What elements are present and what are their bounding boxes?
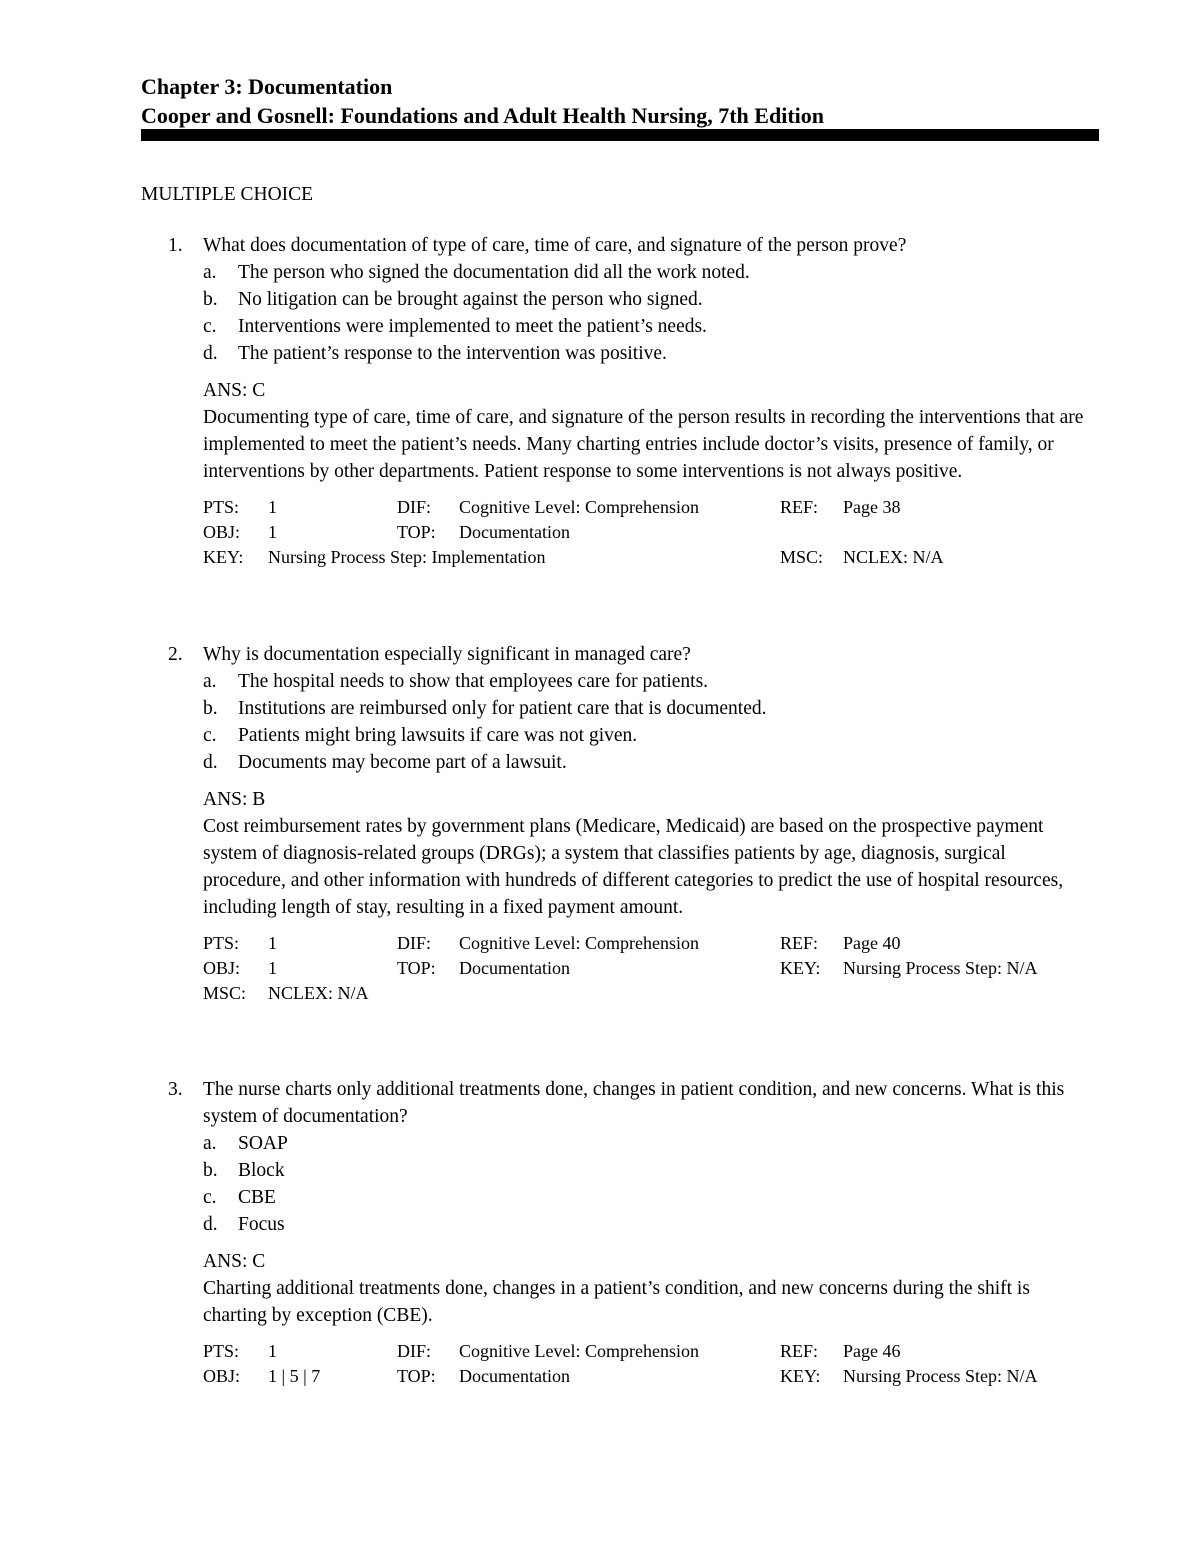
choice-text: Block bbox=[238, 1160, 285, 1181]
document-header bbox=[141, 72, 1099, 130]
pts-value: 1 bbox=[268, 497, 277, 517]
pts-value: 1 bbox=[268, 933, 277, 953]
choice-text: Interventions were implemented to meet the patient’s needs. bbox=[238, 316, 707, 337]
section-title: MULTIPLE CHOICE bbox=[141, 184, 314, 205]
msc-value: NCLEX: N/A bbox=[843, 547, 944, 567]
msc-label: MSC: bbox=[203, 983, 247, 1003]
choice-letter: d. bbox=[203, 752, 218, 773]
choice-text: Focus bbox=[238, 1214, 285, 1235]
ref-value: Page 46 bbox=[843, 1341, 901, 1361]
choice-text: The hospital needs to show that employees care for patients. bbox=[238, 671, 709, 692]
choice-c bbox=[141, 722, 1099, 749]
dif-label: DIF: bbox=[397, 933, 432, 953]
choice-b bbox=[141, 286, 1099, 313]
key-label: KEY: bbox=[780, 958, 821, 978]
top-value: Documentation bbox=[459, 958, 570, 978]
header-rule bbox=[141, 129, 1099, 141]
choice-a bbox=[141, 668, 1099, 695]
choice-d bbox=[141, 749, 1099, 776]
ref-label: REF: bbox=[780, 933, 819, 953]
key-label: KEY: bbox=[203, 547, 244, 567]
choice-letter: d. bbox=[203, 343, 218, 364]
answer-choices bbox=[141, 259, 1099, 367]
question-text: What does documentation of type of care, time of care, and signature of the person prove? bbox=[203, 235, 907, 256]
key-value: Nursing Process Step: Implementation bbox=[268, 547, 546, 567]
pts-label: PTS: bbox=[203, 933, 240, 953]
question-1 bbox=[141, 232, 1099, 570]
key-label: KEY: bbox=[780, 1366, 821, 1386]
pts-label: PTS: bbox=[203, 1341, 240, 1361]
choice-letter: b. bbox=[203, 698, 218, 719]
choice-d bbox=[141, 1211, 1099, 1238]
choice-c bbox=[141, 1184, 1099, 1211]
choice-text: No litigation can be brought against the person who signed. bbox=[238, 289, 703, 310]
ref-label: REF: bbox=[780, 1341, 819, 1361]
choice-a bbox=[141, 259, 1099, 286]
choice-letter: b. bbox=[203, 289, 218, 310]
choice-letter: c. bbox=[203, 725, 217, 746]
top-value: Documentation bbox=[459, 522, 570, 542]
question-text: The nurse charts only additional treatments done, changes in patient condition, and new concerns. What is this system of documentation? bbox=[203, 1079, 1065, 1127]
answer-choices bbox=[141, 668, 1099, 776]
choice-letter: a. bbox=[203, 671, 217, 692]
dif-label: DIF: bbox=[397, 1341, 432, 1361]
ref-value: Page 40 bbox=[843, 933, 901, 953]
obj-label: OBJ: bbox=[203, 958, 241, 978]
msc-value: NCLEX: N/A bbox=[268, 983, 369, 1003]
ref-label: REF: bbox=[780, 497, 819, 517]
dif-value: Cognitive Level: Comprehension bbox=[459, 1341, 699, 1361]
msc-label: MSC: bbox=[780, 547, 824, 567]
choice-text: Institutions are reimbursed only for patient care that is documented. bbox=[238, 698, 767, 719]
choice-b bbox=[141, 1157, 1099, 1184]
choice-a bbox=[141, 1130, 1099, 1157]
pts-label: PTS: bbox=[203, 497, 240, 517]
question-text: Why is documentation especially significant in managed care? bbox=[203, 644, 691, 665]
key-value: Nursing Process Step: N/A bbox=[843, 1366, 1038, 1386]
choice-text: Documents may become part of a lawsuit. bbox=[238, 752, 567, 773]
rationale: Charting additional treatments done, changes in a patient’s condition, and new concerns during the shift is charting by exception (CBE). bbox=[203, 1278, 1030, 1326]
choice-d bbox=[141, 340, 1099, 367]
top-label: TOP: bbox=[397, 1366, 436, 1386]
question-stem bbox=[141, 641, 1099, 668]
answer-key: ANS: C bbox=[203, 380, 266, 401]
choice-letter: c. bbox=[203, 1187, 217, 1208]
key-value: Nursing Process Step: N/A bbox=[843, 958, 1038, 978]
answer-choices bbox=[141, 1130, 1099, 1238]
choice-text: Patients might bring lawsuits if care was not given. bbox=[238, 725, 638, 746]
question-stem bbox=[141, 232, 1099, 259]
answer-key: ANS: C bbox=[203, 1251, 266, 1272]
question-metadata bbox=[203, 495, 1099, 570]
obj-label: OBJ: bbox=[203, 1366, 241, 1386]
choice-text: The person who signed the documentation did all the work noted. bbox=[238, 262, 750, 283]
question-number: 3. bbox=[168, 1079, 183, 1100]
question-metadata bbox=[203, 1339, 1099, 1389]
question-number: 2. bbox=[168, 644, 183, 665]
dif-value: Cognitive Level: Comprehension bbox=[459, 497, 699, 517]
rationale: Documenting type of care, time of care, and signature of the person results in recording the interventions that are implemented to meet the patient’s needs. Many charting entries include doctor’s visits, presence of family, or interventions by other departments. Patient response to some interventions is not always positive. bbox=[203, 407, 1084, 482]
choice-letter: c. bbox=[203, 316, 217, 337]
rationale: Cost reimbursement rates by government plans (Medicare, Medicaid) are based on the prospective payment system of diagnosis-related groups (DRGs); a system that classifies patients by age, diagnosis, surgical procedure, and other information with hundreds of different categories to predict the use of hospital resources, including length of stay, resulting in a fixed payment amount. bbox=[203, 816, 1064, 918]
top-label: TOP: bbox=[397, 522, 436, 542]
chapter-title: Chapter 3: Documentation bbox=[141, 74, 393, 99]
choice-letter: b. bbox=[203, 1160, 218, 1181]
choice-text: SOAP bbox=[238, 1133, 288, 1154]
choice-letter: d. bbox=[203, 1214, 218, 1235]
question-number: 1. bbox=[168, 235, 183, 256]
choice-b bbox=[141, 695, 1099, 722]
ref-value: Page 38 bbox=[843, 497, 901, 517]
question-stem bbox=[141, 1076, 1099, 1130]
answer-key: ANS: B bbox=[203, 789, 266, 810]
top-value: Documentation bbox=[459, 1366, 570, 1386]
choice-letter: a. bbox=[203, 262, 217, 283]
top-label: TOP: bbox=[397, 958, 436, 978]
book-title: Cooper and Gosnell: Foundations and Adult Health Nursing, 7th Edition bbox=[141, 103, 824, 128]
question-metadata bbox=[203, 931, 1099, 1006]
obj-value: 1 bbox=[268, 522, 277, 542]
choice-letter: a. bbox=[203, 1133, 217, 1154]
obj-value: 1 bbox=[268, 958, 277, 978]
question-3 bbox=[141, 1076, 1099, 1389]
obj-label: OBJ: bbox=[203, 522, 241, 542]
choice-text: CBE bbox=[238, 1187, 276, 1208]
choice-text: The patient’s response to the intervention was positive. bbox=[238, 343, 667, 364]
choice-c bbox=[141, 313, 1099, 340]
dif-label: DIF: bbox=[397, 497, 432, 517]
pts-value: 1 bbox=[268, 1341, 277, 1361]
dif-value: Cognitive Level: Comprehension bbox=[459, 933, 699, 953]
question-2 bbox=[141, 641, 1099, 1006]
obj-value: 1 | 5 | 7 bbox=[268, 1366, 321, 1386]
